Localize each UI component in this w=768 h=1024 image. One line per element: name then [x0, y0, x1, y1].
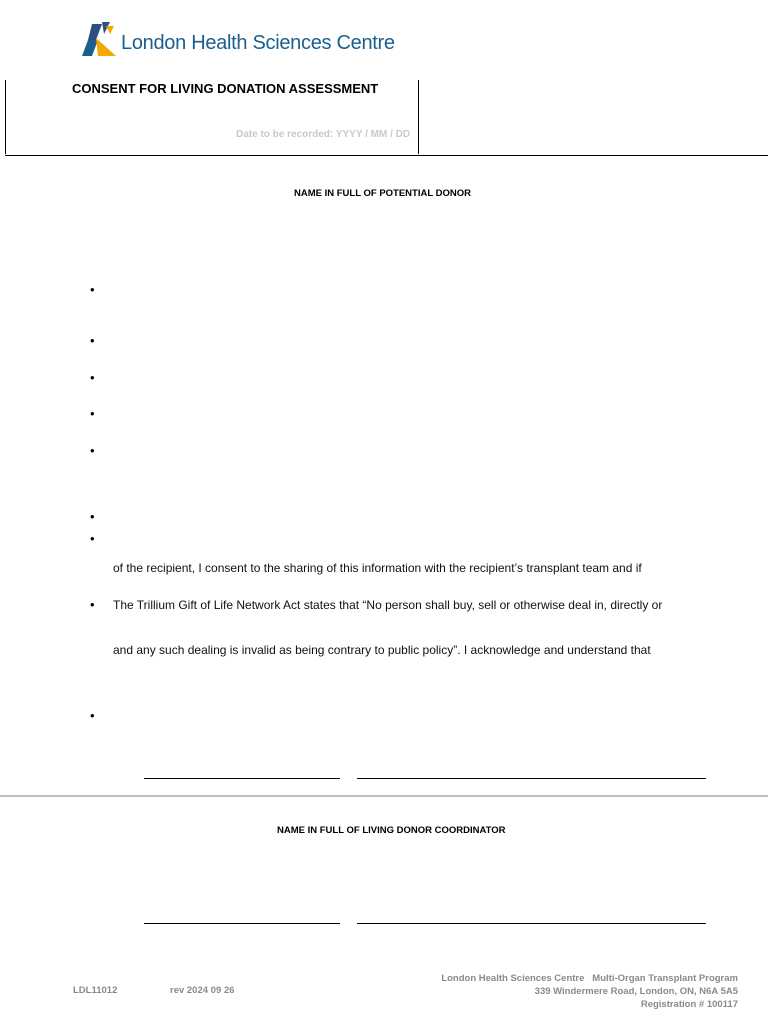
header-divider — [5, 155, 768, 156]
footer-org-program: London Health Sciences Centre Multi-Organ Transplant Program — [441, 973, 738, 984]
consent-text-recipient: of the recipient, I consent to the sharing of this information with the recipient’s transplant team and if — [113, 561, 642, 575]
footer-address: 339 Windermere Road, London, ON, N6A 5A5 — [534, 986, 738, 997]
form-code: LDL11012 — [73, 985, 118, 996]
donor-date-line[interactable] — [357, 778, 706, 779]
form-title: CONSENT FOR LIVING DONATION ASSESSMENT — [72, 81, 379, 96]
donor-name-label: NAME IN FULL OF POTENTIAL DONOR — [294, 188, 471, 199]
coordinator-name-label: NAME IN FULL OF LIVING DONOR COORDINATOR — [277, 825, 506, 836]
lhsc-logo-icon — [80, 20, 120, 60]
footer-address-block — [441, 972, 738, 1011]
donor-signature-line[interactable] — [144, 778, 340, 779]
bullet-marker: • — [90, 708, 95, 723]
section-divider — [0, 795, 768, 797]
bullet-marker: • — [90, 333, 95, 348]
consent-text-policy: and any such dealing is invalid as being contrary to public policy”. I acknowledge and understand that — [113, 643, 651, 657]
bullet-marker: • — [90, 509, 95, 524]
bullet-marker: • — [90, 406, 95, 421]
date-hint: Date to be recorded: YYYY / MM / DD — [236, 129, 411, 140]
footer-registration: Registration # 100117 — [640, 999, 738, 1010]
lhsc-logo — [80, 20, 395, 64]
coordinator-signature-line[interactable] — [144, 923, 340, 924]
bullet-marker: • — [90, 282, 95, 297]
bullet-marker: • — [90, 531, 95, 546]
organization-name: London Health Sciences Centre — [121, 32, 395, 54]
bullet-marker: • — [90, 597, 95, 612]
bullet-marker: • — [90, 370, 95, 385]
bullet-marker: • — [90, 443, 95, 458]
consent-text-trillium: The Trillium Gift of Life Network Act states that “No person shall buy, sell or otherwise deal in, directly or — [113, 598, 663, 612]
coordinator-date-line[interactable] — [357, 923, 706, 924]
revision-date: rev 2024 09 26 — [170, 985, 235, 996]
